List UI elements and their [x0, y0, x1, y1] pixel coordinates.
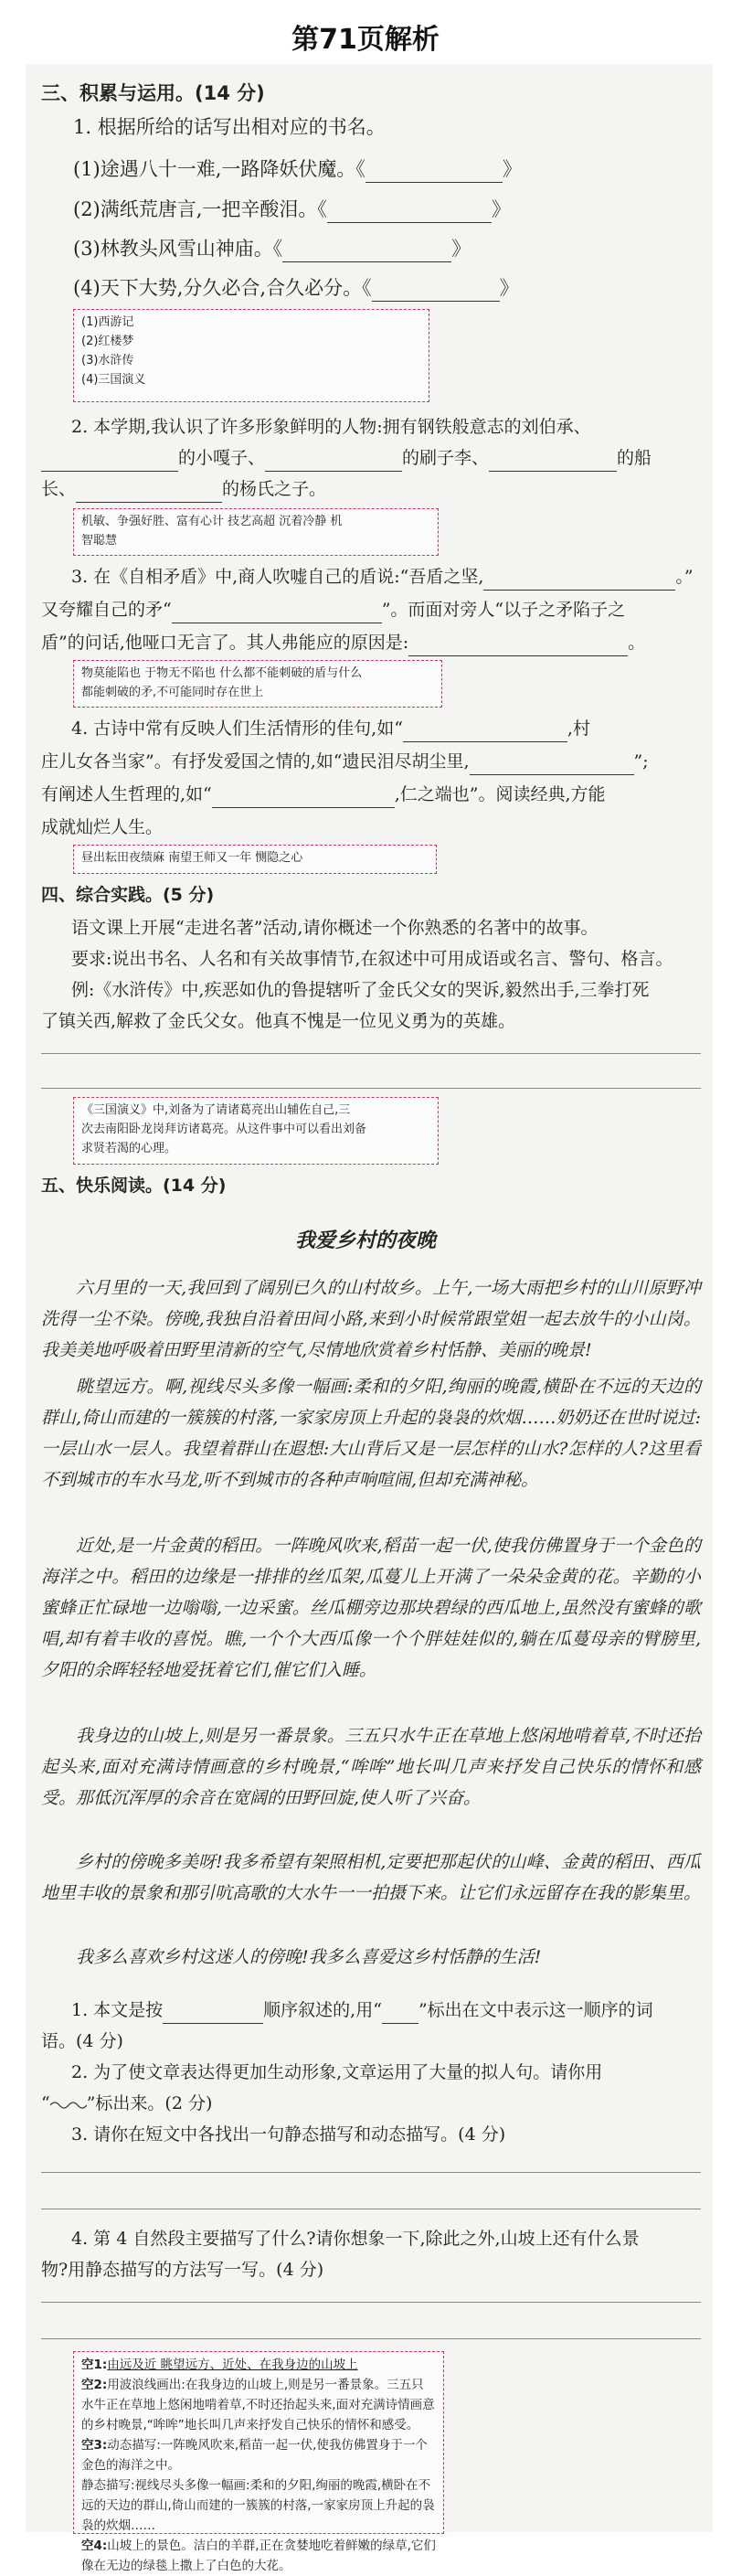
answer-text: 静态描写:视线尽头多像一幅画:柔和的夕阳,绚丽的晚霞,横卧在不远的天边的群山,倚山而建的一簇簇的村落,一家家房顶上升起的袅袅的炊烟…… [81, 2478, 435, 2533]
writing-line[interactable] [41, 2338, 701, 2339]
s5-q2-text-a: “ [41, 2093, 50, 2113]
answer-text: 用波浪线画出:在我身边的山坡上,则是另一番景象。三五只水牛正在草地上悠闲地啃着草,不时还抬起头来,面对充满诗情画意的乡村晚景,“哞哞”地长叫几声来抒发自己快乐的情怀和感受。 [81, 2378, 435, 2432]
answer-box-reading [73, 2351, 444, 2573]
answer-line: 《三国演义》中,刘备为了请诸葛亮出山辅佐自己,三 [81, 1103, 351, 1117]
s5-q1-text-b: 顺序叙述的,用“ [263, 2000, 382, 2020]
article-paragraph-4: 我身边的山坡上,则是另一番景象。三五只水牛正在草地上悠闲地啃着草,不时还抬起头来,面对充满诗情画意的乡村晚景,“哞哞”地长叫几声来抒发自己快乐的情怀和感受。那低沉浑厚的余音在宽阔的田野回旋,使人听了兴奋。 [41, 1726, 701, 1808]
section3-heading: 三、积累与运用。(14 分) [41, 82, 265, 104]
s5-q2-line-2 [41, 2090, 212, 2117]
q2-text-d: 长、 [41, 479, 77, 499]
q2-blank-4[interactable] [76, 482, 222, 503]
s5-q1-line-2: 语。(4 分) [41, 2031, 123, 2051]
s5-q2-text-b: ”标出来。(2 分) [86, 2093, 213, 2113]
q4-text-e: 有阐述人生哲理的,如“ [41, 784, 212, 804]
sec4-line-2: 要求:说出书名、人名和有关故事情节,在叙述中可用成语或名言、警句、格言。 [71, 949, 673, 969]
s5-q4-line-2: 物?用静态描写的方法写一写。(4 分) [41, 2260, 324, 2280]
q2-blank-2[interactable] [265, 451, 402, 472]
article-paragraph-6: 我多么喜欢乡村这迷人的傍晚!我多么喜爱这乡村恬静的生活! [76, 1947, 542, 1967]
q1-text: 1. 根据所给的话写出相对应的书名。 [73, 116, 386, 138]
s5-q1-blank-1[interactable] [163, 2003, 263, 2024]
q1-item-3-text: (3)林教头风雪山神庙。《 [73, 238, 283, 260]
q4-blank-3[interactable] [212, 787, 395, 808]
answer-box-q2 [73, 508, 439, 556]
answer-text: 山坡上的景色。洁白的羊群,正在贪婪地吃着鲜嫩的绿草,它们像在无边的绿毯上撒上了白色的大花。 [81, 2539, 436, 2573]
section5-heading: 五、快乐阅读。(14 分) [41, 1176, 227, 1196]
answer-line: 物莫能陷也 于物无不陷也 什么都不能刺破的盾与什么 [81, 666, 363, 680]
answer-box-q1 [73, 309, 429, 402]
q1-close-2: 》 [491, 198, 511, 220]
sec4-line-3: 例:《水浒传》中,疾恶如仇的鲁提辖听了金氏父女的哭诉,毅然出手,三拳打死 [71, 980, 650, 1000]
s5-q1-text-a: 1. 本文是按 [71, 2000, 164, 2020]
wavy-line-icon [50, 2098, 87, 2111]
article-title: 我爱乡村的夜晚 [294, 1229, 436, 1252]
answer-entry-4 [81, 2475, 436, 2536]
s5-q1-text-c: ”标出在文中表示这一顺序的词 [418, 2000, 653, 2020]
answer-line: 昼出耘田夜绩麻 南望王师又一年 恻隐之心 [81, 851, 303, 865]
q1-item-3 [73, 235, 471, 262]
sec4-line-1: 语文课上开展“走进名著”活动,请你概述一个你熟悉的名著中的故事。 [71, 918, 599, 938]
q1-item-2 [73, 196, 511, 223]
q3-blank-3[interactable] [408, 635, 628, 656]
writing-line[interactable] [41, 1088, 701, 1089]
q1-item-2-text: (2)满纸荒唐言,一把辛酸泪。《 [73, 198, 327, 220]
section4-heading: 四、综合实践。(5 分) [41, 885, 215, 905]
q2-line-2 [41, 444, 652, 472]
q2-line-1: 2. 本学期,我认识了许多形象鲜明的人物:拥有钢铁般意志的刘伯承、 [71, 417, 591, 437]
q4-text-d: ”; [633, 751, 649, 772]
q3-blank-2[interactable] [172, 602, 382, 623]
q1-blank-4[interactable] [372, 281, 500, 302]
answer-box-q4 [73, 845, 437, 874]
article-paragraph-5: 乡村的傍晚多美呀!我多希望有架照相机,定要把那起伏的山峰、金黄的稻田、西瓜地里丰收的景象和那引吭高歌的大水牛一一拍摄下来。让它们永远留存在我的影集里。 [41, 1852, 702, 1903]
answer-line: (2)红楼梦 [81, 335, 134, 348]
q2-text-b: 的刷子李、 [402, 448, 490, 468]
q2-blank-3[interactable] [489, 451, 617, 472]
q4-line-2 [41, 748, 649, 775]
article-paragraph-3: 近处,是一片金黄的稻田。一阵晚风吹来,稻苗一起一伏,使我仿佛置身于一个金色的海洋之中。稻田的边缘是一排排的丝瓜架,瓜蔓儿上开满了一朵朵金黄的花。辛勤的小蜜蜂正忙碌地一边嗡嗡,一边采蜜。丝瓜棚旁边那块碧绿的西瓜地上,虽然没有蜜蜂的歌唱,却有着丰收的喜悦。瞧,一个个大西瓜像一个个胖娃娃似的,躺在瓜蔓母亲的臂膀里,夕阳的余晖轻轻地爱抚着它们,催它们入睡。 [41, 1536, 701, 1680]
q1-blank-3[interactable] [282, 241, 451, 262]
q4-blank-2[interactable] [470, 754, 634, 775]
answer-line: 求贤若渴的心理。 [81, 1142, 177, 1155]
q3-line-2 [41, 596, 625, 623]
answer-line: (4)三国演义 [81, 373, 146, 387]
answer-entry-2 [81, 2375, 436, 2435]
q4-blank-1[interactable] [403, 721, 567, 742]
q4-text-a: 4. 古诗中常有反映人们生活情形的佳句,如“ [71, 719, 403, 739]
q1-item-1 [73, 155, 522, 183]
q4-text-b: ,村 [567, 719, 590, 739]
answer-entry-5 [81, 2536, 436, 2576]
q4-text-f: ,仁之端也”。阅读经典,方能 [394, 784, 606, 804]
q3-text-d: ”。而面对旁人“以子之矛陷子之 [381, 600, 626, 620]
q4-line-3 [41, 781, 606, 808]
q1-close-1: 》 [502, 158, 522, 180]
q3-text-e: 盾”的问话,他哑口无言了。其人弗能应的原因是: [41, 633, 409, 653]
answer-box-q3 [73, 660, 442, 708]
answer-label: 空4: [81, 2539, 108, 2553]
q1-item-4-text: (4)天下大势,分久必合,合久必分。《 [73, 277, 372, 299]
answer-label: 空1: [81, 2358, 108, 2372]
q1-close-4: 》 [499, 277, 519, 299]
answer-line: 机敏、争强好胜、富有心计 技艺高超 沉着冷静 机 [81, 515, 343, 528]
answer-line: 次去南阳卧龙岗拜访诸葛亮。从这件事中可以看出刘备 [81, 1123, 367, 1136]
answer-line: (3)水浒传 [81, 354, 134, 367]
q2-line-3 [41, 475, 326, 503]
q1-blank-2[interactable] [327, 202, 492, 223]
q1-blank-1[interactable] [366, 162, 503, 183]
s5-q2-line-1: 2. 为了使文章表达得更加生动形象,文章运用了大量的拟人句。请你用 [71, 2062, 603, 2082]
answer-line: (1)西游记 [81, 315, 134, 329]
s5-q1-line-1 [71, 1996, 653, 2024]
answer-label: 空3: [81, 2438, 108, 2453]
s5-q1-blank-2[interactable] [382, 2003, 418, 2024]
answer-text: 动态描写:一阵晚风吹来,稻苗一起一伏,使我仿佛置身于一个金色的海洋之中。 [81, 2438, 428, 2473]
q3-text-b: 。” [675, 567, 694, 587]
q1-item-4 [73, 274, 519, 302]
q3-line-3 [41, 629, 645, 656]
page-title: 第71页解析 [291, 24, 440, 56]
q3-text-a: 3. 在《自相矛盾》中,商人吹嘘自己的盾说:“吾盾之坚, [71, 567, 484, 587]
article-paragraph-1: 六月里的一天,我回到了阔别已久的山村故乡。上午,一场大雨把乡村的山川原野冲洗得一尘不染。傍晚,我独自沿着田间小路,来到小时候常跟堂姐一起去放牛的小山岗。我美美地呼吸着田野里清新的空气,尽情地欣赏着乡村恬静、美丽的晚景! [41, 1278, 701, 1360]
q2-text-e: 的杨氏之子。 [222, 479, 327, 499]
q3-blank-1[interactable] [483, 569, 675, 591]
answer-text: 由远及近 眺望远方、近处、在我身边的山坡上 [107, 2358, 358, 2372]
q1-item-1-text: (1)途遇八十一难,一路降妖伏魔。《 [73, 158, 366, 180]
q2-text-a: 的小嘎子、 [178, 448, 266, 468]
answer-line: 智聪慧 [81, 534, 118, 548]
answer-line: 都能刺破的矛,不可能同时存在世上 [81, 686, 264, 699]
q4-text-c: 庄儿女各当家”。有抒发爱国之情的,如“遗民泪尽胡尘里, [41, 751, 470, 772]
answer-label: 空2: [81, 2378, 108, 2392]
writing-line[interactable] [41, 2302, 701, 2303]
q4-line-4: 成就灿烂人生。 [41, 817, 164, 837]
s5-q4-line-1: 4. 第 4 自然段主要描写了什么?请你想象一下,除此之外,山坡上还有什么景 [71, 2229, 640, 2249]
writing-line[interactable] [41, 1053, 701, 1054]
answer-entry-1 [81, 2355, 436, 2375]
q3-text-c: 又夸耀自己的矛“ [41, 600, 172, 620]
q3-text-f: 。 [628, 633, 646, 653]
article-paragraph-2: 眺望远方。啊,视线尽头多像一幅画:柔和的夕阳,绚丽的晚霞,横卧在不远的天边的群山,倚山而建的一簇簇的村落,一家家房顶上升起的袅袅的炊烟……奶奶还在世时说过:一层山水一层人。我望着群山在遐想:大山背后又是一层怎样的山水?怎样的人?这里看不到城市的车水马龙,听不到城市的各种声响喧闹,但却充满神秘。 [41, 1377, 701, 1490]
writing-line[interactable] [41, 2172, 701, 2173]
q2-blank-1[interactable] [41, 451, 178, 472]
q4-line-1 [71, 715, 590, 742]
s5-q3-line: 3. 请你在短文中各找出一句静态描写和动态描写。(4 分) [71, 2124, 506, 2145]
q1-close-3: 》 [451, 238, 471, 260]
q2-text-c: 的船 [617, 448, 652, 468]
q3-line-1 [71, 563, 694, 591]
answer-entry-3 [81, 2435, 436, 2475]
answer-box-sec4 [73, 1097, 439, 1165]
sec4-line-4: 了镇关西,解救了金氏父女。他真不愧是一位见义勇为的英雄。 [41, 1011, 516, 1031]
